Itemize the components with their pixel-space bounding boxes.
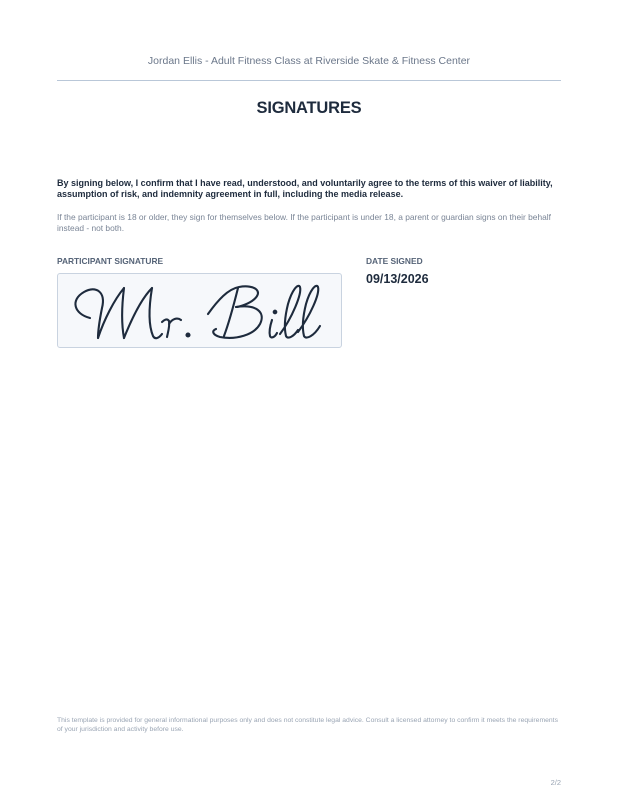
participant-signature-label: PARTICIPANT SIGNATURE [57,256,164,266]
page-number: 2/2 [550,778,561,787]
signing-instructions: If the participant is 18 or older, they sign for themselves below. If the participant is under 18, a parent or guardian signs on their behalf instead - not both. [57,212,551,233]
date-signed-label: DATE SIGNED [366,256,423,266]
document-header-title: Jordan Ellis - Adult Fitness Class at Riverside Skate & Fitness Center [147,55,471,67]
section-title: SIGNATURES [256,99,362,117]
legal-disclaimer: This template is provided for general informational purposes only and does not constitute legal advice. Consult a licensed attorney to confirm it meets the requirements of your jurisdiction and activity before use. [57,717,558,733]
participant-signature-box [57,273,342,348]
date-signed-value: 09/13/2026 [366,272,429,286]
agreement-statement: By signing below, I confirm that I have read, understood, and voluntarily agree to the terms of this waiver of liability, assumption of risk, and indemnity agreement in full, including the media release. [57,178,553,199]
signature-image [58,274,343,349]
header-divider [57,80,561,81]
